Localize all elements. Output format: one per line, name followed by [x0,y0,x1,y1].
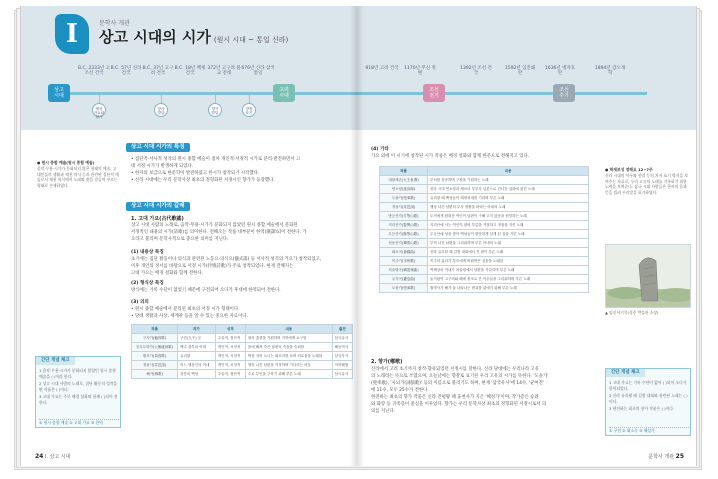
concept-check-box [605,368,691,436]
paragraph-line: 신라에서 고려 초기까지 창작·향유되었던 서정시를 말한다. 신라 당대에는 우리나라 고유 [371,367,540,372]
subsection-paragraph [371,153,591,160]
timeline-date: B.C. 37년 고구려 건국 [142,66,174,76]
table-cell: 공무도하가(公無渡河歌) [132,343,178,352]
timeline-circle: 향가 발달 [208,103,222,117]
table-cell: 해동역사 [332,343,352,352]
stone-illustration [606,245,691,308]
paragraph-line: 고대 가요는 배경 설화와 함께 전한다. [131,271,203,276]
table-cell: 악학궤범 [332,361,352,370]
page-number: 25 [675,453,684,460]
section-heading: 2. 향가(鄕歌) [371,359,403,365]
table-cell: 눌지왕이 고구려와 왜에 볼모로 간 아우들을 그리워하며 부른 노래 [428,275,589,284]
table-cell: 목주가(木州歌) [380,257,428,266]
paragraph-line: (兜率歌), '사뇌가(詞腦歌)' 등의 이름으로 불리기도 하며, 현재 '삼국유사'에 14수, '균여전' [371,381,545,386]
feature-line: • 한자의 보급으로 한문학이 발전하였고 한시가 창작되기 시작했다. [131,171,260,176]
table-cell: 삼국유사 [332,334,352,343]
table-header: 작품 [380,167,428,176]
paragraph-line: 방식에는 기록 수단이 없었기 때문에 구전되어 오다가 후대에 한역되어 전한다. [131,288,281,293]
quiz-question: 3 고대 가요는 주로 배경 설화와 함께 ( )되어 전한다. [39,394,118,405]
paragraph-line: 가요 외에 이 시기에 창작된 시가 작품은 배경 설화와 함께 한문으로 전해지고 있다. [371,154,530,159]
table-cell: 왕의 출현을 기원하며 거북에게 요구함 [245,334,332,343]
table-row [132,370,353,379]
timeline-date: 1894년 갑오개혁 [594,66,626,76]
page-number: 24 [35,453,44,460]
table-cell: 무등산에 성을 쌓아 백성들이 편안하게 살게 된 것을 기린 노래 [428,230,589,239]
margin-note-title: ● 원시 종합 예술(원시 종합 예술) [37,160,95,165]
table-cell: 유리왕 때 백성들이 태평성대를 기리며 부른 노래 [428,194,589,203]
paragraph-line: 에 11수, 모두 25수가 전한다. [371,388,429,393]
table-cell: 해가(海歌) [132,370,178,379]
timeline-node-goryeo: 고려 시대 [273,84,295,102]
table-cell: 개인적, 서정적 [215,343,245,352]
table-cell: 치술령곡(鵄述嶺曲) [380,266,428,275]
paragraph-line: 상고 시대 사람의 노래로, 음악·무용·시가가 분화되지 않았던 원시 종합 예술에서 분화된 [131,223,298,228]
timeline-node-joseon-early: 조선 전기 [423,84,445,102]
chapter-title [99,26,288,47]
margin-note: 음악·무용·시가가 분화되지 않은 형태의 예술. 고대인들의 생활과 제천 의식 등과 관련된 집단적 예술로서 제천 의식에서 노래와 춤을 곁들여 부르는 형태로 존재하였다. [37,166,119,188]
subsection-paragraph [131,256,353,277]
table-cell: 주술적, 집단적 [215,370,245,379]
stone-monument-image [605,244,691,308]
table-cell: 도적에게 잡혀간 여인이 남편이 구해 주지 않음을 원망하는 노래 [428,212,589,221]
table-row [132,334,353,343]
subsection-paragraph [131,306,353,320]
table-row [380,257,589,266]
table-row [380,194,589,203]
quiz-question: 2 신라 유리왕 때 길쌈 대회와 관련된 노래는 ( )이다. [609,393,688,404]
other-works-table [379,166,589,293]
paragraph-line: 현전하는 최초의 향가 작품은 신라 진평왕 때 융천사가 지은 '혜성가'이며, 작가층은 승려 [371,395,539,400]
subsection-heading: (4) 기타 [371,147,389,152]
quiz-answers: ① 구전 ② 회소곡 ③ 혜성가 [609,427,689,434]
timeline-line [51,92,357,95]
right-page-footer [648,453,684,460]
table-cell: 도솔가(兜率歌) [380,284,428,293]
table-cell: 무등산가(無等山歌) [380,230,428,239]
table-cell: 두솔가(兜率歌) [380,194,428,203]
paragraph-line: • 당대 생활과 사상, 세계관 등을 알 수 있는 중요한 자료이다. [131,314,248,319]
concept-check-title: 간단 개념 체크 [36,357,75,365]
quiz-question: 1 고대 가요는 기록 수단이 없어 ( )되어 오다가 한역되었다. [609,380,687,391]
table-cell: 삼국유사 [332,370,352,379]
timeline-date: 1636년 병자호란 [544,66,576,76]
table-cell: 행상 나간 남편의 무사 귀환을 바라는 아내의 노래 [428,203,589,212]
timeline-date: 676년 신라 삼국 통일 [241,66,275,76]
table-cell: 월명사가 해가 둘 나타나는 변괴를 없애기 위해 부른 노래 [428,284,589,293]
paragraph-line: 의 노래라는 뜻으로 쓰였으며, 오늘날에는 향찰로 표기된 우리 고유의 시가를 뜻한다. '도솔가' [371,374,549,379]
table-row [380,203,589,212]
book-spread [12,6,704,472]
table-header-row [380,167,589,176]
section-box-title: 상고 시대 시가의 갈래 [126,202,190,211]
table-row [380,284,589,293]
table-cell: 정읍사(井邑詞) [132,361,178,370]
feature-list [131,156,353,184]
timeline-stem [215,95,216,103]
table-cell: 유리왕 [178,352,216,361]
section-paragraph [371,366,593,415]
table-cell: 부처를 칭송하며 구원을 기원하는 노래 [428,176,589,185]
table-cell: 행상 나간 남편을 걱정하며 기다리는 마음 [245,361,332,370]
section-heading: 1. 고대 가요(古代歌謠) [131,216,184,222]
table-header: 작가 [178,325,216,334]
table-row [132,361,353,370]
concept-check-box [35,356,121,428]
subsection-heading: (3) 의의 [131,300,149,305]
table-cell: 지리산에 사는 여인이 왕의 부름을 거절하고 정절을 지킨 노래 [428,221,589,230]
table-row [380,275,589,284]
left-page-footer [35,453,71,460]
table-row [132,343,353,352]
table-header: 내용 [245,325,332,334]
table-cell: 신라 유리왕 때 길쌈 대회에서 진 편이 부른 노래 [428,248,589,257]
timeline-circle: 제천 가요와 향가 [92,103,106,117]
table-cell: 부역 나간 남편을 그리워하며 부른 아내의 노래 [428,239,589,248]
right-page [357,6,697,466]
table-cell: 연오랑(延烏郞) [380,185,428,194]
timeline-date: 372년 고구려 불교 전래 [207,66,241,76]
quiz-question: 3 현전하는 최초의 향가 작품은 ( )이다. [609,406,675,412]
feature-line: 대 서정 시가가 발생하게 되었다. [131,164,194,169]
table-cell: 우식곡(憂息曲) [380,275,428,284]
book-gutter [350,6,364,466]
table-cell: 대왕세존(大王世尊) [380,176,428,185]
table-header: 출전 [332,325,352,334]
table-header: 내용 [428,167,589,176]
chapter-number-badge: I [55,14,89,54]
concept-check-title: 간단 개념 체크 [606,369,645,377]
table-cell: 구간(九干) 등 [178,334,216,343]
paragraph-line: 요라고 불리며 문학사적으로 중요한 의미를 지닌다. [131,237,229,242]
timeline-date: B.C. 2333년 고조선 건국 [77,66,111,76]
paragraph-line: 이후 개인의 정서를 바탕으로 서정 시가(抒情詩歌)가 주로 창작되었다. 현재 전해지는 [131,264,294,269]
timeline-circle: 향가 발달 [154,103,168,117]
feature-line: • 신라 시대에는 우리 문학사상 최초의 정형화된 서정시인 향가가 등장했다. [131,178,275,183]
table-cell: 물에 빠져 죽은 남편의 죽음을 슬퍼함 [245,343,332,352]
table-cell: 강릉의 백성 [178,370,216,379]
table-row [380,248,589,257]
margin-note: 신라 시대의 이두와 향찰 등의 차자 표기 방식을 보여주는 자료로, 우리 고유의 노래를 기록하기 위한 노력을 보여준다. 삼국 시대 사람들은 한자의 음과 뜻을 빌려 우리말을 표기하였다. [605,173,689,195]
timeline-date: B.C. 18년 백제 건국 [174,66,206,76]
timeline-date: 1392년 조선 건국 [460,66,492,76]
timeline-stem [249,95,250,103]
table-row [380,212,589,221]
quiz-question: 2 상고 시대 사람의 노래로, 집단 활동의 성격을 띤 작품은 ( )이다. [39,381,118,392]
table-cell: 삼국사기 [332,352,352,361]
paragraph-line: 의를 지닌다. [371,409,395,414]
timeline-date: 918년 고려 건국 [365,66,399,71]
timeline-circle: 향찰 표기 [242,103,256,117]
table-row [380,266,589,275]
left-page [20,6,357,466]
table-cell: 목주의 효녀가 부모에게 버림받은 설움을 노래함 [428,257,589,266]
subsection-paragraph [131,287,353,294]
table-cell: 구지가(龜旨歌) [132,334,178,343]
page-label: I. 상고 시대 [44,454,71,460]
subsection-heading: (2) 형식상 특징 [131,281,164,286]
works-table [131,324,353,379]
timeline-date: 1592년 임진왜란 [504,66,536,76]
timeline-node-joseon-late: 조선 후기 [553,84,575,102]
table-cell: 어느 행상인의 아내 [178,361,216,370]
concept-check-questions [609,380,689,412]
chapter-subtitle: (원시 시대 ~ 통일 신라) [213,36,289,44]
page-label: 문학사 개관 [648,454,675,460]
feature-line: • 집단적·서사적 성격의 원시 종합 예술이 점차 개인적·서정적 시가로 분리·발전하면서 고 [131,157,301,162]
concept-check-questions [39,368,119,406]
table-cell: 회소곡(會蘇曲) [380,248,428,257]
table-header-row [132,325,353,334]
paragraph-line: 초기에는 집단 활동이나 의식과 관련된 노동요·의식요(儀式謠) 등 서사적 성격의 가요가 창작되었고, [131,257,322,262]
timeline-stem [99,95,100,103]
table-header: 작품 [132,325,178,334]
table-cell: 수로 부인을 구하기 위해 부른 노래 [245,370,332,379]
quiz-answers: ① 원시 종합 예술 ② 고대 가요 ③ 한역 [39,419,119,426]
table-cell: 짝을 지어 노니는 꾀꼬리를 보며 외로움을 노래함 [245,352,332,361]
table-cell: 박제상의 아내가 치술령에서 남편을 기다리며 부른 노래 [428,266,589,275]
table-cell: 개인적, 서정적 [215,361,245,370]
table-row [380,239,589,248]
section-paragraph [131,222,353,243]
table-cell: 황조가(黃鳥歌) [132,352,178,361]
chapter-title-text: 상고 시대의 시가 [99,28,211,46]
table-cell: 선운산가(禪雲山歌) [380,239,428,248]
paragraph-line: 와 화랑 등 귀족층이 중심을 이루었다. 향가는 우리 문학사상 최초의 정형화된 서정시로서 의 [371,402,547,407]
table-row [380,185,589,194]
chapter-label: 문학사 개관 [99,20,130,27]
table-cell: 개인적, 서정적 [215,352,245,361]
timeline-line [357,92,647,95]
table-row [132,352,353,361]
table-row [380,230,589,239]
timeline-node-ancient: 상고 시대 [48,84,70,102]
image-caption: ▲ 임신서기석(경주 박물관 소장) [605,310,659,315]
paragraph-line: • 원시 종합 예술에서 분리된 최초의 서정 시가 형태이다. [131,307,240,312]
paragraph-line: 서정적인 내용의 시가(詩歌)를 의미한다. 전해오는 작품 대부분이 한역(漢譯)되어 전한다. 가 [131,230,307,235]
table-cell: 정읍사(井邑詞) [380,203,428,212]
quiz-question: 1 음악·무용·시가가 분화되지 않았던 원시 종합 예술을 ( )이라 한다. [39,368,116,379]
table-row [380,221,589,230]
subsection-heading: (1) 내용상 특징 [131,250,164,255]
margin-note-title: ● 학재보성 영해요 12~7주 [605,167,653,172]
table-cell: 지리산가(智異山歌) [380,221,428,230]
table-cell: 방등산가(方等山歌) [380,212,428,221]
table-row [380,176,589,185]
table-header: 성격 [215,325,245,334]
timeline-stem [161,95,162,103]
table-cell: 백수 광부의 아내 [178,343,216,352]
table-cell: 주술적, 집단적 [215,334,245,343]
timeline-date: 1170년 무신 정변 [404,66,436,76]
table-cell: 신라 시대 연오랑과 세오녀 부부가 일본으로 건너간 설화에 얽힌 노래 [428,185,589,194]
timeline-date: B.C. 57년 신라 건국 [110,66,142,76]
section-box-title: 상고 시대 시가의 특징 [126,143,190,152]
